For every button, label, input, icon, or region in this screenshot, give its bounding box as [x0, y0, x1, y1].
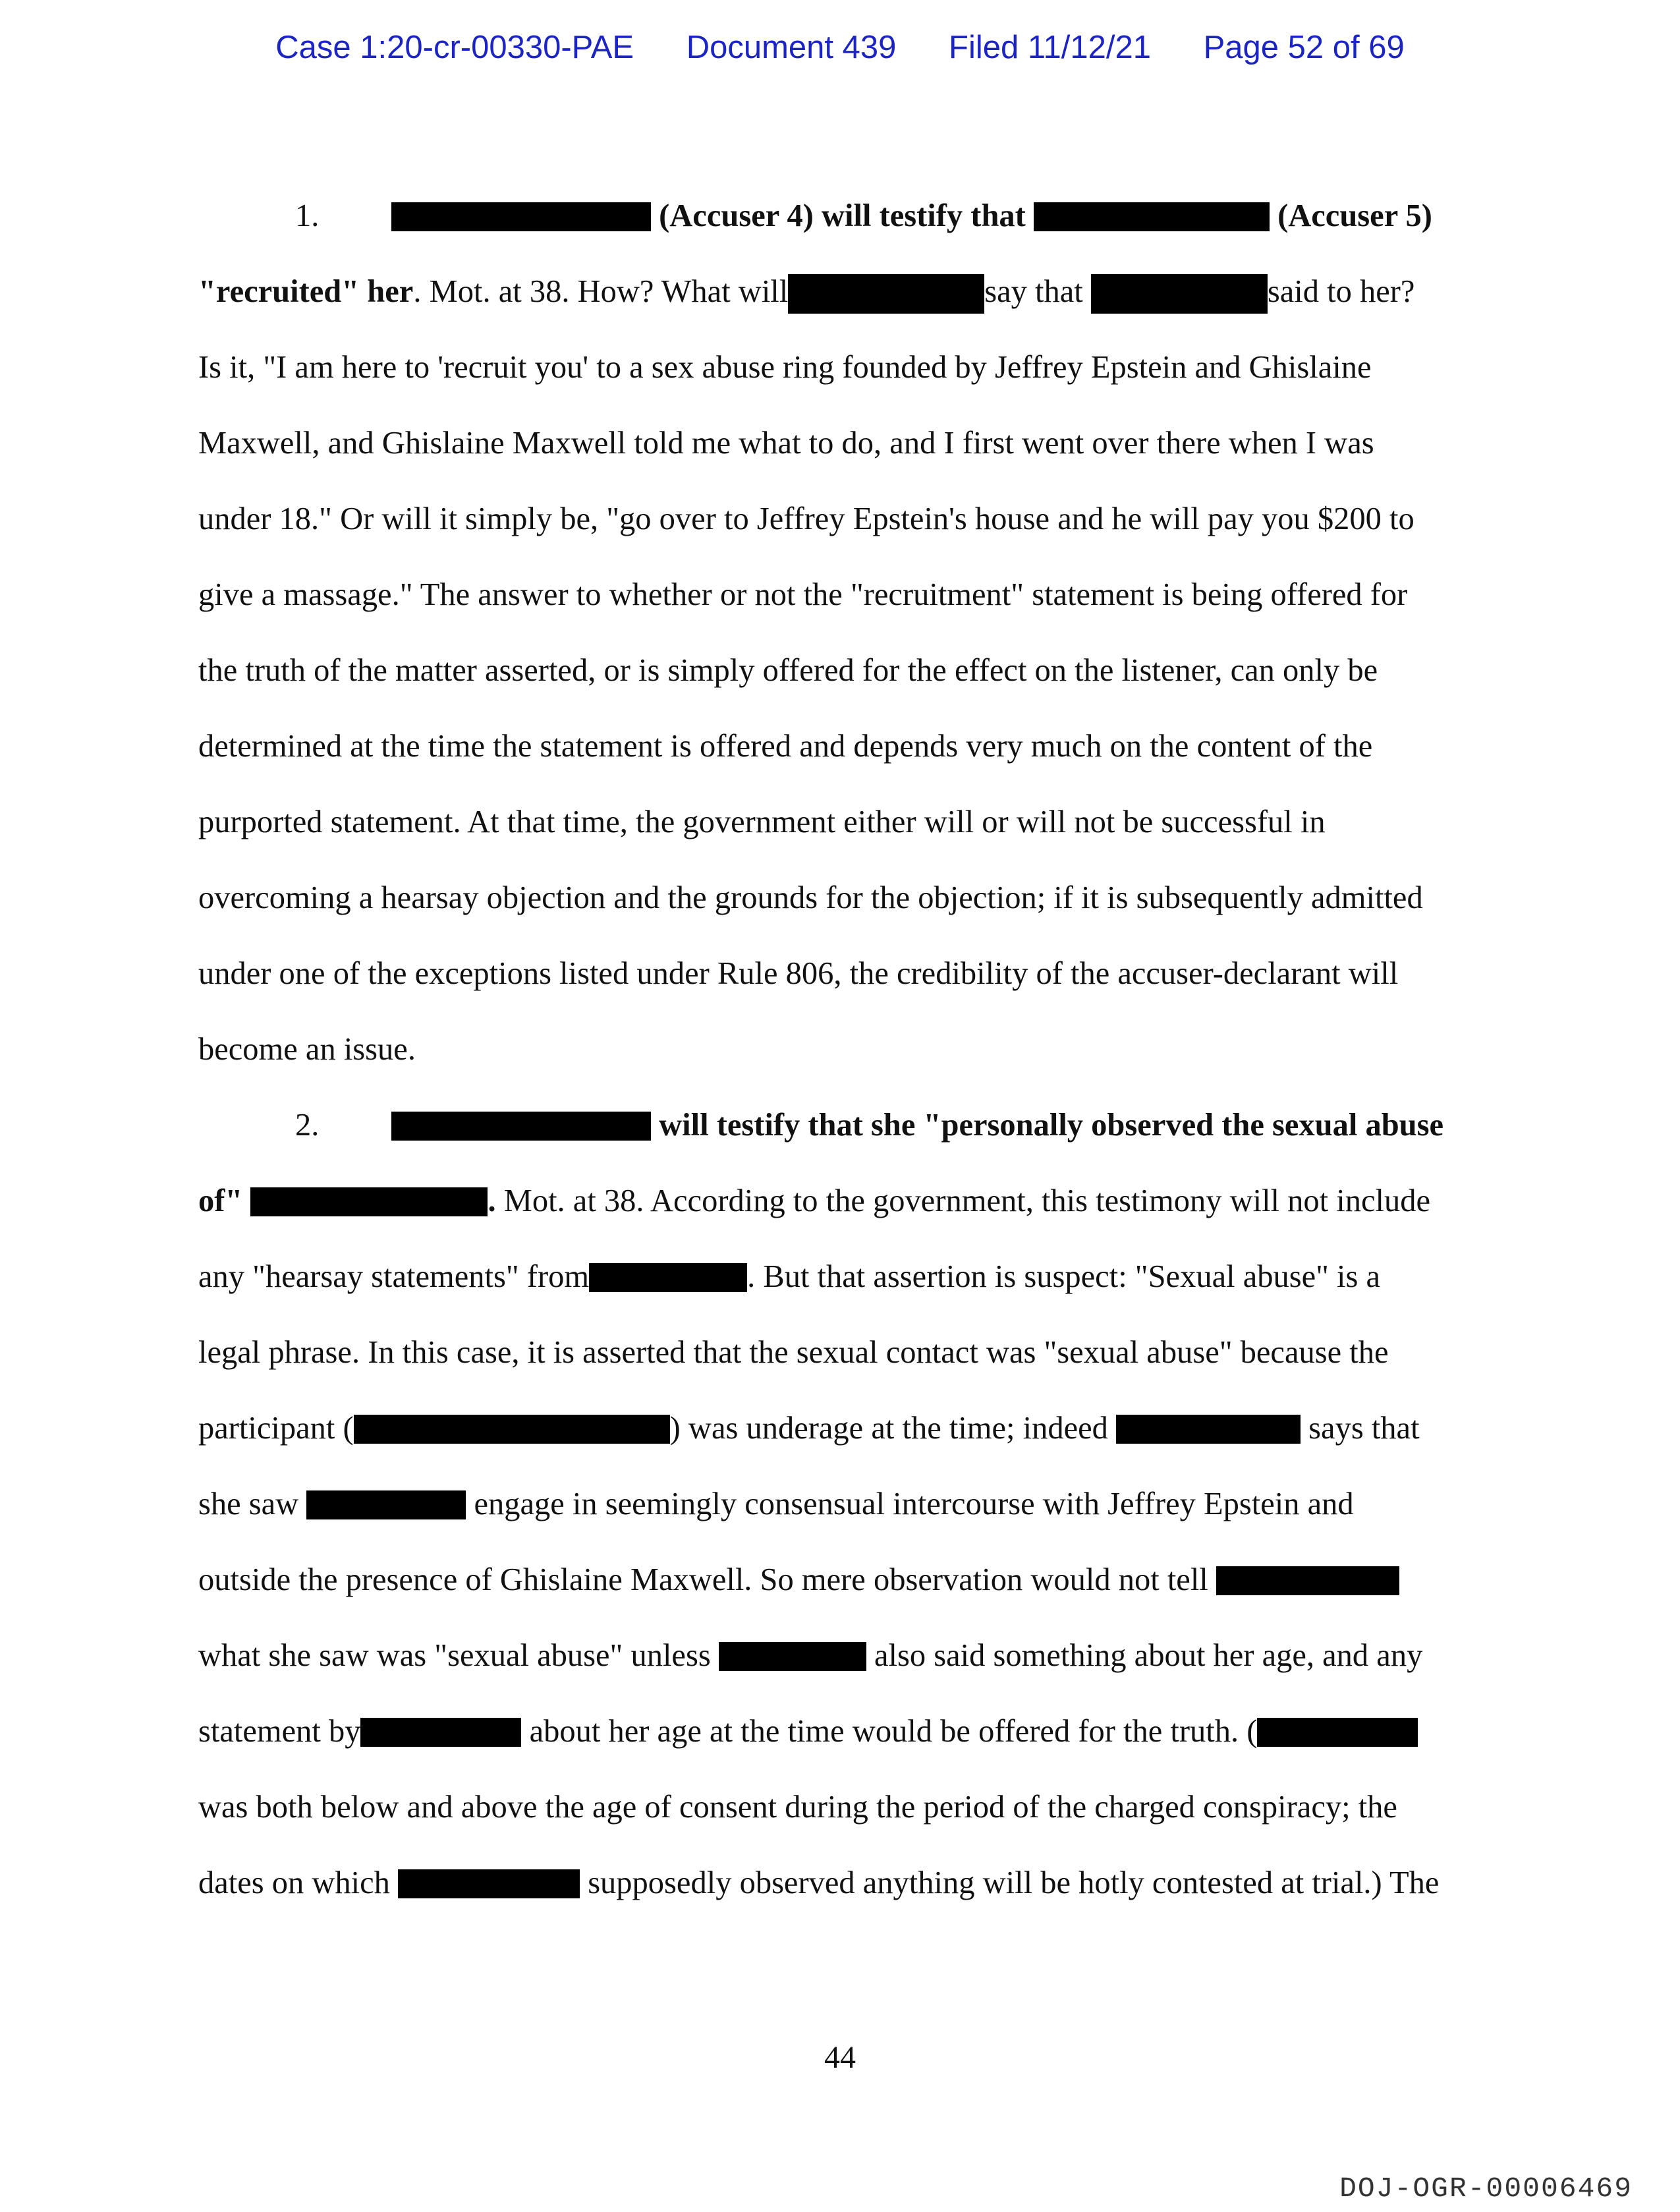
para1-line2: "recruited" her. Mot. at 38. How? What will say that said to her? — [198, 254, 1483, 329]
para1-line3: Is it, "I am here to 'recruit you' to a sex abuse ring founded by Jeffrey Epstein and Ghislaine — [198, 350, 1372, 385]
redaction — [1116, 1415, 1301, 1444]
redaction — [391, 1112, 651, 1141]
filed-date: Filed 11/12/21 — [949, 30, 1151, 65]
redaction — [1091, 274, 1268, 314]
bates-number: DOJ-OGR-00006469 — [1339, 2172, 1633, 2205]
para2-line7: outside the presence of Ghislaine Maxwell. So mere observation would not tell — [198, 1542, 1483, 1618]
para1-line4: Maxwell, and Ghislaine Maxwell told me what to do, and I first went over there when I was — [198, 426, 1374, 461]
redaction — [398, 1869, 580, 1898]
para2-line6: she saw engage in seemingly consensual intercourse with Jeffrey Epstein and — [198, 1487, 1354, 1521]
para1-line1: 1. (Accuser 4) will testify that (Accuser 5) — [198, 178, 1483, 254]
redaction — [360, 1718, 521, 1747]
para1-line8: determined at the time the statement is offered and depends very much on the content of the — [198, 729, 1373, 764]
redaction — [719, 1642, 866, 1671]
para2-line4: legal phrase. In this case, it is asserted that the sexual contact was "sexual abuse" because the — [198, 1335, 1389, 1370]
document-body — [198, 178, 1483, 1921]
page-indicator: Page 52 of 69 — [1203, 30, 1405, 65]
para1-line10: overcoming a hearsay objection and the grounds for the objection; if it is subsequently admitted — [198, 880, 1423, 915]
para1-line12: become an issue. — [198, 1032, 416, 1067]
redaction — [354, 1415, 670, 1444]
document-number: Document 439 — [686, 30, 897, 65]
para2-line8: what she saw was "sexual abuse" unless also said something about her age, and any — [198, 1638, 1423, 1673]
page-number: 44 — [824, 2040, 856, 2075]
para2-line1: 2. will testify that she "personally observed the sexual abuse — [198, 1087, 1483, 1163]
redaction — [1034, 202, 1270, 231]
case-header — [0, 29, 1680, 66]
para2-number: 2. — [295, 1108, 320, 1143]
para2-line5: participant ( ) was underage at the time; indeed says that — [198, 1411, 1420, 1446]
para2-line11: dates on which supposedly observed anything will be hotly contested at trial.) The — [198, 1865, 1440, 1900]
para2-line2: of" . Mot. at 38. According to the government, this testimony will not include — [198, 1183, 1431, 1218]
para1-number: 1. — [295, 198, 320, 233]
redaction — [250, 1187, 488, 1216]
para2-line3: any "hearsay statements" from . But that assertion is suspect: "Sexual abuse" is a — [198, 1259, 1381, 1294]
para1-line11: under one of the exceptions listed under Rule 806, the credibility of the accuser-declarant will — [198, 956, 1399, 991]
redaction — [1257, 1718, 1418, 1747]
redaction — [788, 274, 984, 314]
para1-line9: purported statement. At that time, the government either will or will not be successful in — [198, 805, 1326, 839]
para1-line7: the truth of the matter asserted, or is simply offered for the effect on the listener, can only be — [198, 653, 1378, 688]
para2-line10: was both below and above the age of consent during the period of the charged conspiracy; the — [198, 1790, 1397, 1825]
case-number: Case 1:20-cr-00330-PAE — [275, 30, 634, 65]
para1-line6: give a massage." The answer to whether or not the "recruitment" statement is being offered for — [198, 577, 1408, 612]
para2-line9: statement by about her age at the time would be offered for the truth. ( — [198, 1693, 1483, 1769]
redaction — [1216, 1566, 1399, 1595]
redaction — [306, 1490, 466, 1519]
redaction — [589, 1263, 747, 1292]
para1-line5: under 18." Or will it simply be, "go over to Jeffrey Epstein's house and he will pay you $200 to — [198, 501, 1414, 536]
redaction — [391, 202, 651, 231]
